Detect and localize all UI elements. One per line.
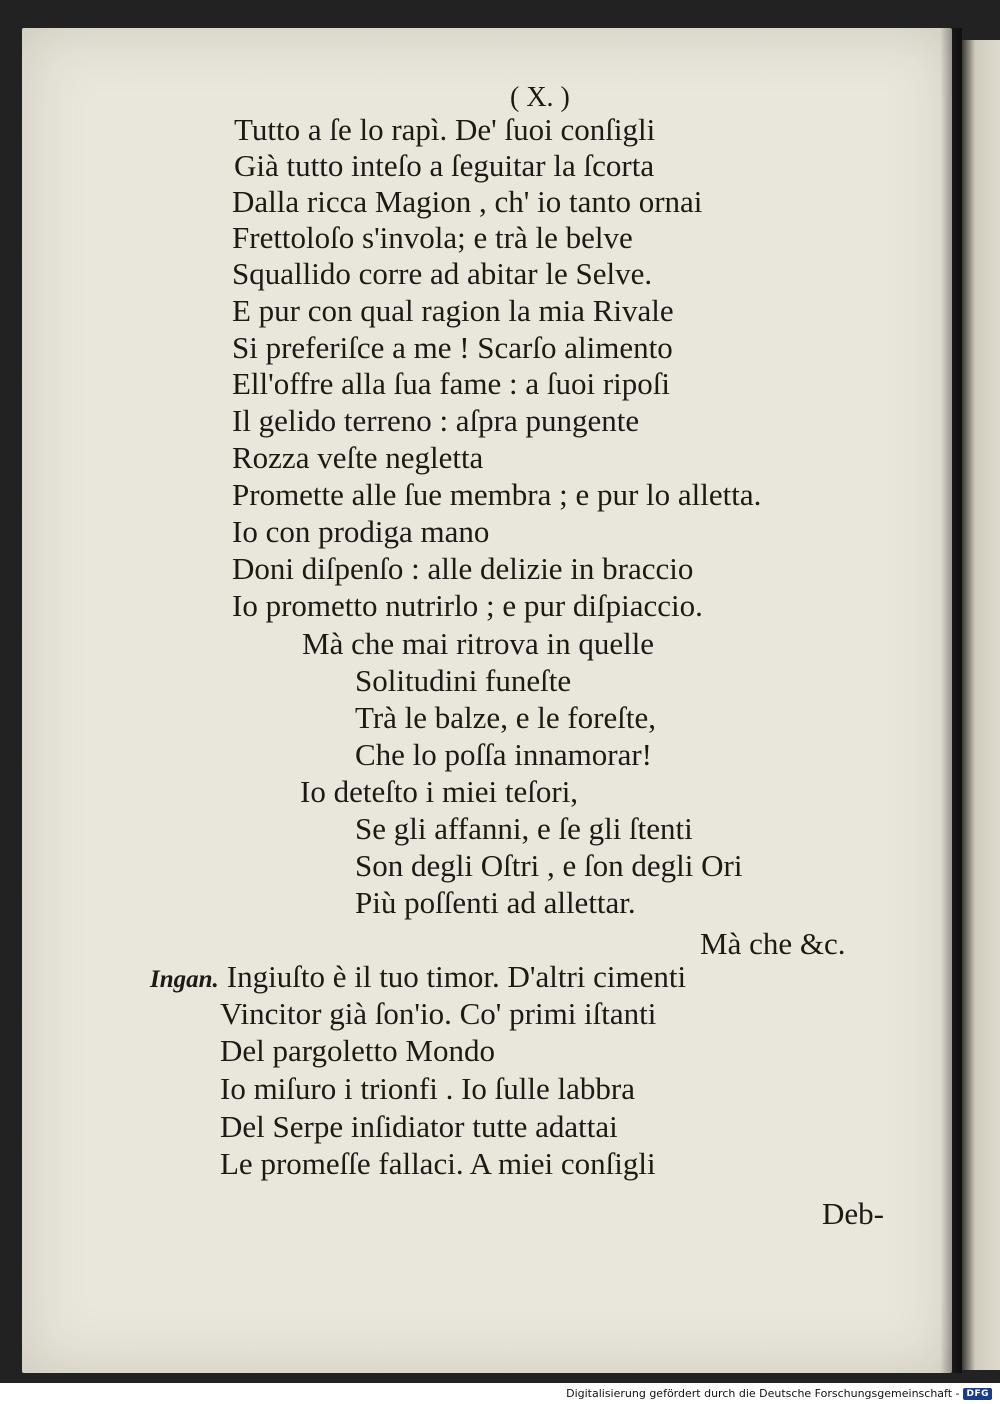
text-line: Son degli Oſtri , e ſon degli Ori <box>355 848 743 883</box>
text-line: Io con prodiga mano <box>232 514 490 549</box>
speaker-label: Ingan. <box>150 966 219 993</box>
text-line: Tutto a ſe lo rapì. De' ſuoi conſigli <box>234 112 656 147</box>
text-line: Già tutto inteſo a ſeguitar la ſcorta <box>234 148 655 183</box>
text-line: Se gli affanni, e ſe gli ſtenti <box>355 811 693 846</box>
text-line: Si preferiſce a me ! Scarſo alimento <box>232 330 673 365</box>
text-line: Il gelido terreno : aſpra pungente <box>232 403 640 438</box>
digitization-credit-bar <box>0 1383 1000 1404</box>
text-line: Ingan. Ingiuſto è il tuo timor. D'altri cimenti <box>150 959 687 994</box>
text-line: Che lo poſſa innamorar! <box>355 737 652 772</box>
text-line: Più poſſenti ad allettar. <box>355 885 636 920</box>
text-line: Mà che &c. <box>700 926 846 961</box>
text-line: Solitudini funeſte <box>355 663 572 698</box>
dfg-logo: DFG <box>963 1388 992 1400</box>
text-line: Le promeſſe fallaci. A miei conſigli <box>220 1146 656 1181</box>
text-line: Mà che mai ritrova in quelle <box>302 626 655 661</box>
page-number: ( X. ) <box>510 82 570 113</box>
text-line: Ell'offre alla ſua fame : a ſuoi ripoſi <box>232 366 670 401</box>
text-line: Io miſuro i trionfi . Io ſulle labbra <box>220 1071 635 1106</box>
text-line: Del pargoletto Mondo <box>220 1033 495 1068</box>
text-line: Del Serpe inſidiator tutte adattai <box>220 1109 618 1144</box>
text-line: Promette alle ſue membra ; e pur lo alletta. <box>232 477 762 512</box>
text-line: Doni diſpenſo : alle delizie in braccio <box>232 551 694 586</box>
text-line: Trà le balze, e le foreſte, <box>355 700 656 735</box>
text-line: Rozza veſte negletta <box>232 440 484 475</box>
credit-text: Digitalisierung gefördert durch die Deutsche Forschungsgemeinschaft - <box>566 1387 960 1400</box>
text-line: Dalla ricca Magion , ch' io tanto ornai <box>232 184 703 219</box>
text-line: Io prometto nutrirlo ; e pur diſpiaccio. <box>232 588 703 623</box>
text-line: Frettoloſo s'invola; e trà le belve <box>232 220 633 255</box>
text-line: Io deteſto i miei teſori, <box>300 774 579 809</box>
text-line: Vincitor già ſon'io. Co' primi iſtanti <box>220 996 657 1031</box>
text-line: Squallido corre ad abitar le Selve. <box>232 256 653 291</box>
catchword: Deb- <box>822 1196 884 1231</box>
text-line: E pur con qual ragion la mia Rivale <box>232 293 674 328</box>
